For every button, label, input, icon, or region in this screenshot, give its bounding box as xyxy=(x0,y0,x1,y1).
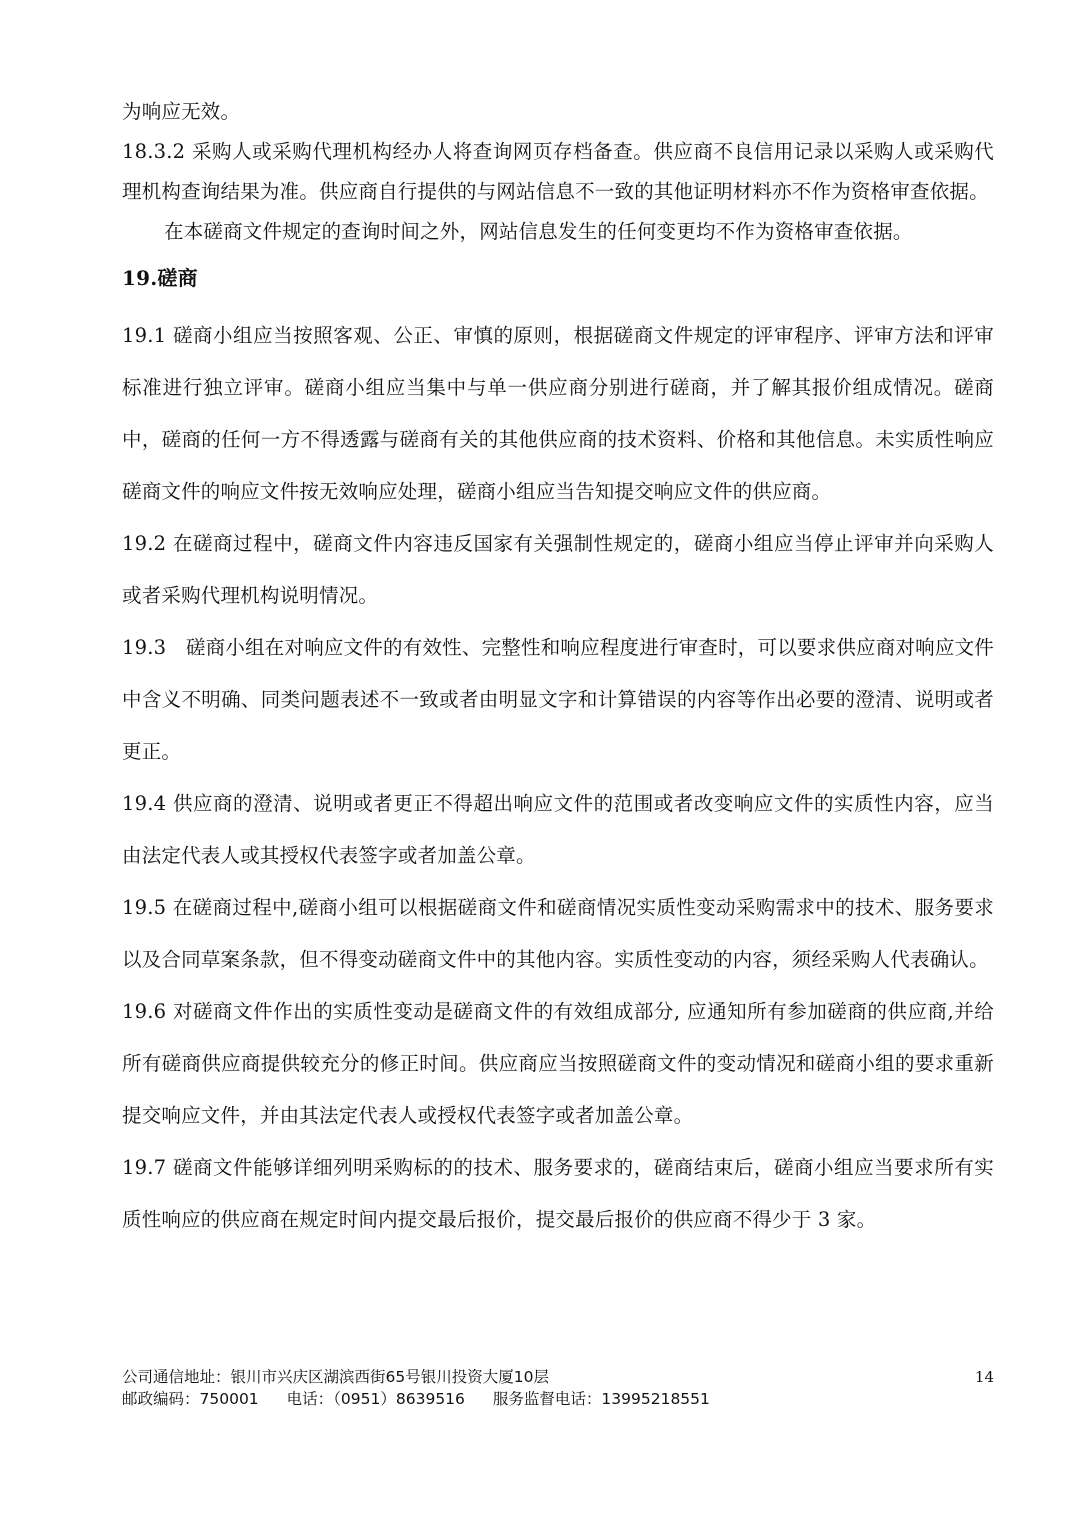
paragraph-19-6: 19.6 对磋商文件作出的实质性变动是磋商文件的有效组成部分, 应通知所有参加磋商的供应商,并给所有磋商供应商提供较充分的修正时间。供应商应当按照磋商文件的变动情况和磋商小组的要求重新提交响应文件，并由其法定代表人或授权代表签字或者加盖公章。 xyxy=(122,1000,994,1127)
paragraph-19-4: 19.4 供应商的澄清、说明或者更正不得超出响应文件的范围或者改变响应文件的实质性内容，应当由法定代表人或其授权代表签字或者加盖公章。 xyxy=(122,792,994,867)
paragraph-continuation: 为响应无效。 xyxy=(122,100,241,123)
footer-contact-row xyxy=(122,1388,994,1410)
paragraph-19-2: 19.2 在磋商过程中，磋商文件内容违反国家有关强制性规定的，磋商小组应当停止评审并向采购人或者采购代理机构说明情况。 xyxy=(122,532,994,607)
paragraph-query-time: 在本磋商文件规定的查询时间之外，网站信息发生的任何变更均不作为资格审查依据。 xyxy=(164,220,913,243)
paragraph-19-7: 19.7 磋商文件能够详细列明采购标的的技术、服务要求的，磋商结束后，磋商小组应当要求所有实质性响应的供应商在规定时间内提交最后报价，提交最后报价的供应商不得少于 3 家。 xyxy=(122,1156,994,1231)
paragraph-18-3-2: 18.3.2 采购人或采购代理机构经办人将查询网页存档备查。供应商不良信用记录以采购人或采购代理机构查询结果为准。供应商自行提供的与网站信息不一致的其他证明材料亦不作为资格审查依据。 xyxy=(122,140,994,203)
footer-phone: 电话：（0951）8639516 xyxy=(286,1390,465,1408)
section-heading-19: 19.磋商 xyxy=(122,266,198,290)
paragraph-19-5: 19.5 在磋商过程中,磋商小组可以根据磋商文件和磋商情况实质性变动采购需求中的技术、服务要求以及合同草案条款，但不得变动磋商文件中的其他内容。实质性变动的内容，须经采购人代表确认。 xyxy=(122,896,994,971)
page-number: 14 xyxy=(974,1368,994,1386)
page-footer xyxy=(122,1366,994,1410)
paragraph-19-1: 19.1 磋商小组应当按照客观、公正、审慎的原则，根据磋商文件规定的评审程序、评审方法和评审标准进行独立评审。磋商小组应当集中与单一供应商分别进行磋商，并了解其报价组成情况。磋商中，磋商的任何一方不得透露与磋商有关的其他供应商的技术资料、价格和其他信息。未实质性响应磋商文件的响应文件按无效响应处理，磋商小组应当告知提交响应文件的供应商。 xyxy=(122,324,994,503)
footer-postcode: 邮政编码：750001 xyxy=(122,1390,259,1408)
footer-supervision-phone: 服务监督电话：13995218551 xyxy=(492,1390,710,1408)
paragraph-19-3: 19.3 磋商小组在对响应文件的有效性、完整性和响应程度进行审查时，可以要求供应商对响应文件中含义不明确、同类问题表述不一致或者由明显文字和计算错误的内容等作出必要的澄清、说明或者更正。 xyxy=(122,636,994,763)
footer-address: 公司通信地址：银川市兴庆区湖滨西街65号银川投资大厦10层 xyxy=(122,1368,549,1386)
page-body xyxy=(122,92,994,1246)
